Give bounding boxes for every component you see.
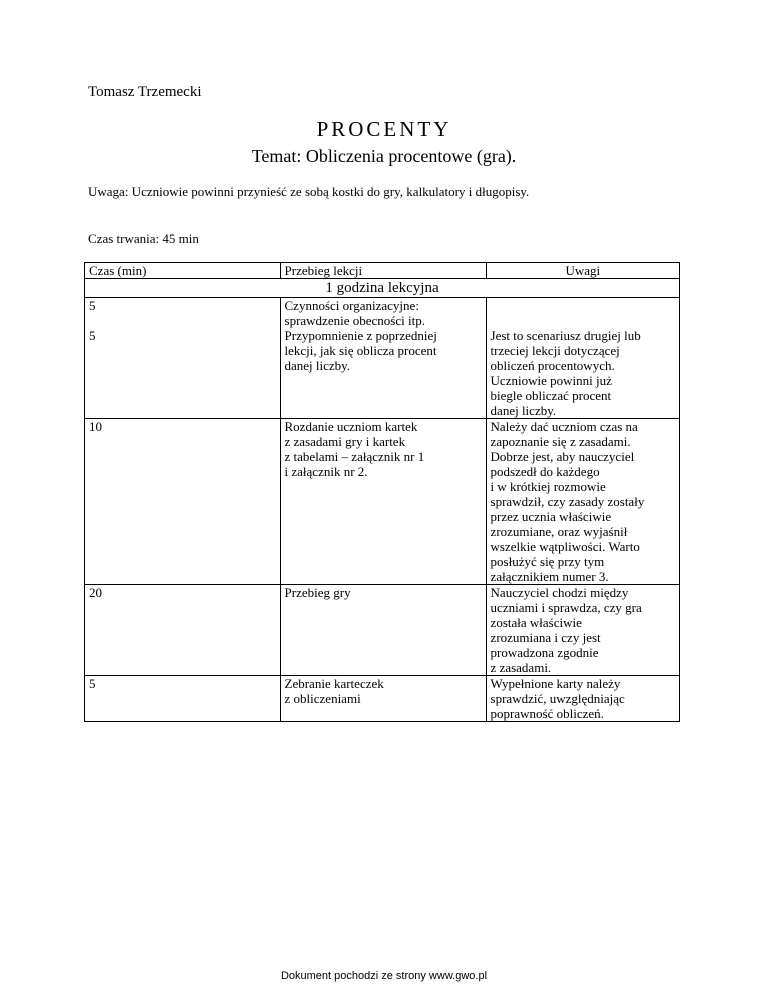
hour-label: 1 godzina lekcyjna (85, 279, 680, 298)
table-row (85, 328, 680, 419)
lesson-duration: Czas trwania: 45 min (88, 231, 199, 246)
course-line: lekcji, jak się oblicza procent (284, 343, 437, 358)
course-line: danej liczby. (284, 358, 351, 373)
remarks-line: obliczeń procentowych. (490, 358, 615, 373)
remarks-line: sprawdzić, uwzględniając (490, 691, 625, 706)
row-remarks (486, 419, 679, 585)
remarks-line: Dobrze jest, aby nauczyciel (490, 449, 635, 464)
row-time: 5 (85, 298, 281, 329)
header-time: Czas (min) (85, 263, 281, 279)
row-course (280, 298, 486, 329)
table-row (85, 676, 680, 722)
lesson-topic: Temat: Obliczenia procentowe (gra). (251, 146, 517, 166)
remarks-line: z zasadami. (490, 660, 552, 675)
row-course (280, 419, 486, 585)
remarks-line: Uczniowie powinni już (490, 373, 612, 388)
remarks-line: danej liczby. (490, 403, 557, 418)
remarks-line: została właściwie (490, 615, 582, 630)
course-line: Zebranie karteczek (284, 676, 384, 691)
remarks-line: prowadzona zgodnie (490, 645, 599, 660)
remarks-line: wszelkie wątpliwości. Warto (490, 539, 640, 554)
row-time: 10 (85, 419, 281, 585)
row-course (280, 676, 486, 722)
course-line: i załącznik nr 2. (284, 464, 368, 479)
course-line: Rozdanie uczniom kartek (284, 419, 418, 434)
course-line: Przypomnienie z poprzedniej (284, 328, 437, 343)
remarks-line: poprawność obliczeń. (490, 706, 604, 721)
row-time: 5 (85, 676, 281, 722)
row-time: 20 (85, 585, 281, 676)
remarks-line: sprawdził, czy zasady zostały (490, 494, 645, 509)
remarks-line: posłużyć się przy tym (490, 554, 605, 569)
row-remarks (486, 298, 679, 329)
remarks-line: Wypełnione karty należy (490, 676, 621, 691)
remarks-line: podszedł do każdego (490, 464, 600, 479)
table-row (85, 585, 680, 676)
document-title: PROCENTY (316, 117, 452, 141)
row-time: 5 (85, 328, 281, 419)
course-line: z zasadami gry i kartek (284, 434, 406, 449)
table-row (85, 419, 680, 585)
remarks-line: zrozumiana i czy jest (490, 630, 601, 645)
header-remarks: Uwagi (486, 263, 679, 279)
course-line: sprawdzenie obecności itp. (284, 313, 425, 328)
row-remarks (486, 676, 679, 722)
remarks-line: zapoznanie się z zasadami. (490, 434, 631, 449)
source-footer: Dokument pochodzi ze strony www.gwo.pl (280, 970, 488, 982)
lesson-plan-table (84, 262, 680, 722)
course-line: z obliczeniami (284, 691, 361, 706)
course-line: z tabelami – załącznik nr 1 (284, 449, 425, 464)
remarks-line: uczniami i sprawdza, czy gra (490, 600, 642, 615)
remarks-line: Jest to scenariusz drugiej lub (490, 328, 641, 343)
lesson-note: Uwaga: Uczniowie powinni przynieść ze sobą kostki do gry, kalkulatory i długopisy. (88, 184, 530, 199)
course-line: Przebieg gry (284, 585, 351, 600)
remarks-line: Należy dać uczniom czas na (490, 419, 638, 434)
hour-label-row (85, 279, 680, 298)
table-header-row (85, 263, 680, 279)
author-name: Tomasz Trzemecki (88, 84, 202, 100)
remarks-line: zrozumiane, oraz wyjaśnił (490, 524, 628, 539)
row-course (280, 585, 486, 676)
remarks-line: przez ucznia właściwie (490, 509, 612, 524)
row-remarks (486, 328, 679, 419)
row-remarks (486, 585, 679, 676)
remarks-line: załącznikiem numer 3. (490, 569, 609, 584)
course-line: Czynności organizacyjne: (284, 298, 419, 313)
remarks-line: i w krótkiej rozmowie (490, 479, 606, 494)
table-row (85, 298, 680, 329)
row-course (280, 328, 486, 419)
remarks-line: trzeciej lekcji dotyczącej (490, 343, 620, 358)
remarks-line: biegle obliczać procent (490, 388, 612, 403)
header-course: Przebieg lekcji (280, 263, 486, 279)
remarks-line: Nauczyciel chodzi między (490, 585, 629, 600)
